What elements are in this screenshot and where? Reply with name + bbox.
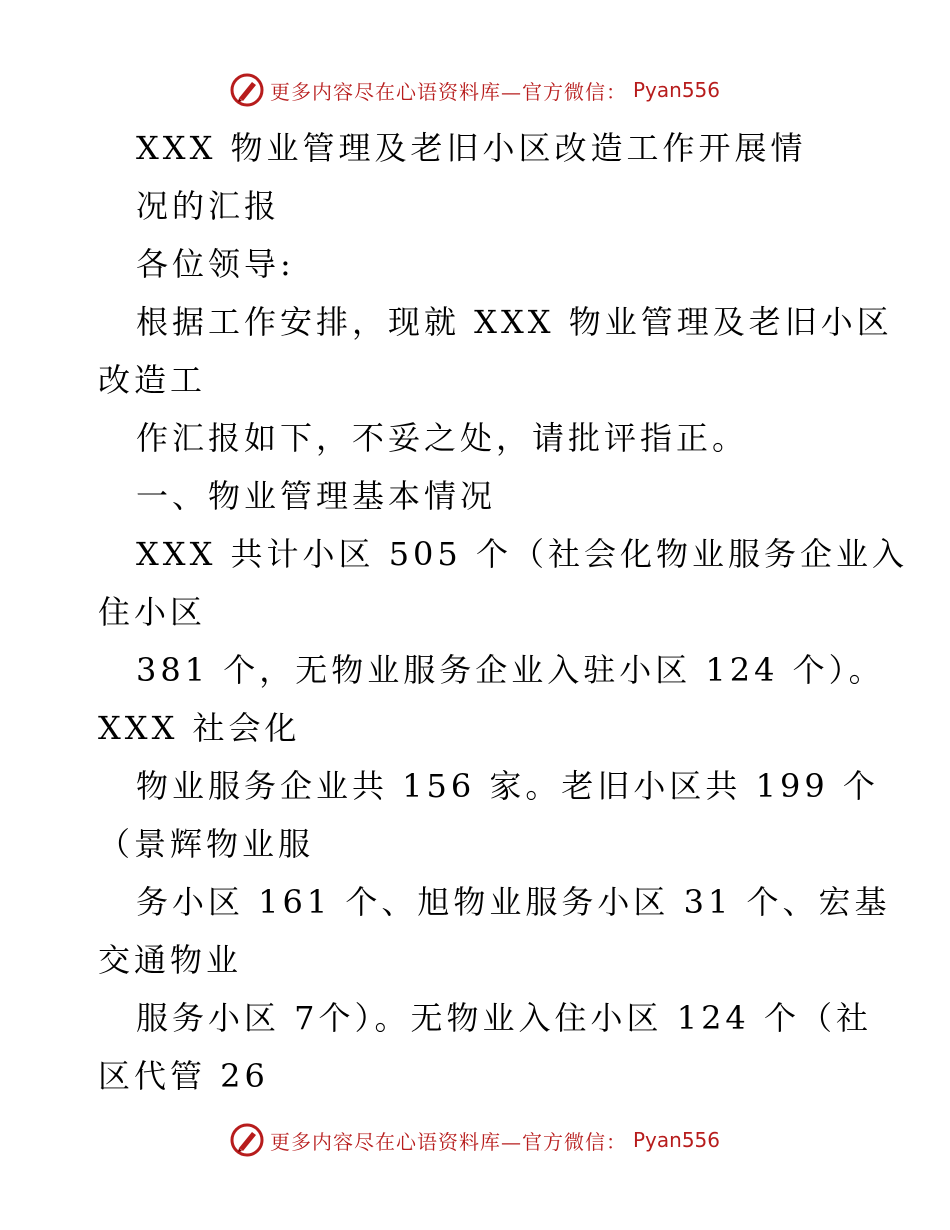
watermark-wechat-id: Pyan556: [632, 1128, 720, 1152]
section-heading: 一、物业管理基本情况: [136, 477, 497, 515]
paragraph-line: 改造工: [98, 361, 207, 399]
pen-logo-icon: [230, 73, 264, 107]
paragraph-line: 381 个，无物业服务企业入驻小区 124 个）。: [136, 651, 885, 689]
watermark-text: 更多内容尽在心语资料库—官方微信：: [269, 1129, 627, 1154]
paragraph-line: XXX 共计小区 505 个（社会化物业服务企业入: [136, 535, 908, 573]
paragraph-line: 服务小区 7个）。无物业入住小区 124 个（社: [136, 999, 872, 1037]
paragraph-line: 作汇报如下，不妥之处，请批评指正。: [136, 419, 749, 457]
paragraph-line: （景辉物业服: [98, 825, 315, 863]
watermark-text: 更多内容尽在心语资料库—官方微信：: [269, 79, 627, 104]
pen-logo-icon: [230, 1123, 264, 1157]
paragraph-line: 物业服务企业共 156 家。老旧小区共 199 个: [136, 767, 879, 805]
header-watermark-banner: [0, 70, 950, 110]
title-line-2: 况的汇报: [136, 187, 281, 225]
paragraph-line: 区代管 26: [98, 1057, 269, 1095]
watermark-wechat-id: Pyan556: [632, 78, 720, 102]
paragraph-line: 交通物业: [98, 941, 243, 979]
salutation: 各位领导:: [136, 245, 295, 283]
paragraph-line: 住小区: [98, 593, 207, 631]
footer-watermark-banner: [0, 1120, 950, 1160]
paragraph-line: 务小区 161 个、旭物业服务小区 31 个、宏基: [136, 883, 891, 921]
paragraph-line: 根据工作安排，现就 XXX 物业管理及老旧小区: [136, 303, 893, 341]
paragraph-line: XXX 社会化: [98, 709, 301, 747]
title-line-1: XXX 物业管理及老旧小区改造工作开展情: [136, 129, 807, 167]
